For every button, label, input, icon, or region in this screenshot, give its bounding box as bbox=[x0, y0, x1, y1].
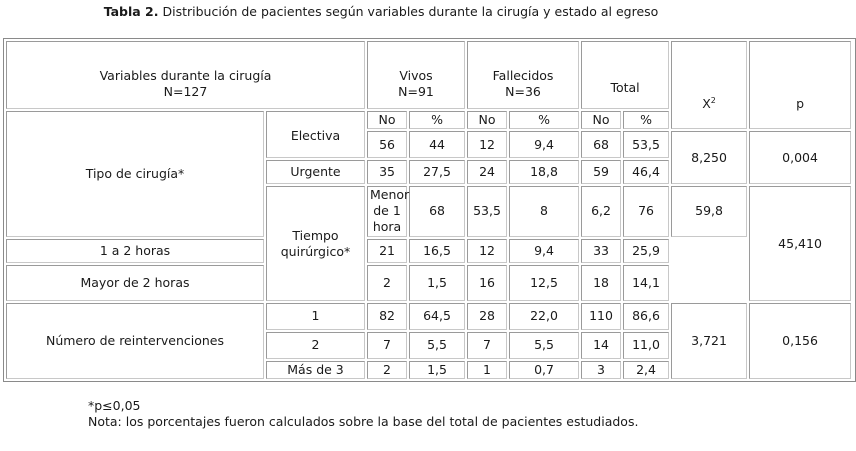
cell-fall-pct: 0,7 bbox=[509, 361, 579, 379]
cell-tot-no: 14 bbox=[581, 332, 621, 359]
row-label: Urgente bbox=[266, 160, 365, 184]
cell-chi2: 8,250 bbox=[671, 131, 747, 184]
row-label: Mayor de 2 horas bbox=[6, 265, 264, 301]
cell-vivos-no: 2 bbox=[367, 265, 407, 301]
cell-fall-pct: 6,2 bbox=[581, 186, 621, 236]
cell-vivos-pct: 44 bbox=[409, 131, 465, 158]
cell-vivos-pct: 64,5 bbox=[409, 303, 465, 330]
cell-vivos-no: 2 bbox=[367, 361, 407, 379]
cell-tot-no: 3 bbox=[581, 361, 621, 379]
header-vivos-label: Vivos bbox=[399, 68, 433, 84]
row-label: 2 bbox=[266, 332, 365, 359]
header-fallecidos-label: Fallecidos bbox=[492, 68, 554, 84]
header-variables-label: Variables durante la cirugía bbox=[99, 68, 272, 84]
header-chi2-sup: 2 bbox=[710, 95, 716, 105]
cell-tot-no: 18 bbox=[581, 265, 621, 301]
cell-chi2: 45,410 bbox=[749, 186, 851, 300]
subheader-tot-no: No bbox=[581, 111, 621, 129]
cell-tot-no: 33 bbox=[581, 239, 621, 263]
header-vivos bbox=[367, 41, 465, 109]
row-label: 1 a 2 horas bbox=[6, 239, 264, 263]
header-chi2-base: X bbox=[702, 96, 711, 112]
subheader-tot-pct: % bbox=[623, 111, 669, 129]
cell-fall-pct: 22,0 bbox=[509, 303, 579, 330]
significance-note: *p≤0,05 bbox=[88, 398, 141, 413]
subheader-fall-no: No bbox=[467, 111, 507, 129]
table-row bbox=[6, 303, 853, 330]
cell-tot-pct: 2,4 bbox=[623, 361, 669, 379]
table-row bbox=[6, 239, 853, 263]
subheader-vivos-no: No bbox=[367, 111, 407, 129]
cell-tot-no: 59 bbox=[581, 160, 621, 184]
header-row bbox=[6, 41, 853, 109]
cell-vivos-pct: 16,5 bbox=[409, 239, 465, 263]
percentage-note: Nota: los porcentajes fueron calculados sobre la base del total de pacientes estudiados. bbox=[88, 414, 639, 429]
header-fallecidos bbox=[467, 41, 579, 109]
header-variables-n: N=127 bbox=[163, 84, 208, 100]
header-vivos-n: N=91 bbox=[398, 84, 434, 100]
cell-fall-no: 16 bbox=[467, 265, 507, 301]
cell-vivos-no: 68 bbox=[409, 186, 465, 236]
cell-fall-pct: 9,4 bbox=[509, 131, 579, 158]
cell-tot-pct: 53,5 bbox=[623, 131, 669, 158]
cell-p: 0,156 bbox=[749, 303, 851, 379]
group-name-2: Tiempo quirúrgico* bbox=[266, 186, 365, 300]
row-label: Electiva bbox=[266, 111, 365, 158]
cell-fall-no: 1 bbox=[467, 361, 507, 379]
cell-tot-no: 76 bbox=[623, 186, 669, 236]
cell-tot-pct: 86,6 bbox=[623, 303, 669, 330]
row-label: Más de 3 bbox=[266, 361, 365, 379]
cell-fall-pct: 5,5 bbox=[509, 332, 579, 359]
cell-vivos-pct: 53,5 bbox=[467, 186, 507, 236]
header-total-label: Total bbox=[610, 80, 640, 96]
cell-fall-pct: 12,5 bbox=[509, 265, 579, 301]
header-total bbox=[581, 41, 669, 109]
header-fallecidos-n: N=36 bbox=[505, 84, 541, 100]
cell-tot-pct: 25,9 bbox=[623, 239, 669, 263]
cell-vivos-pct: 1,5 bbox=[409, 265, 465, 301]
cell-vivos-pct: 5,5 bbox=[409, 332, 465, 359]
cell-tot-pct: 59,8 bbox=[671, 186, 747, 236]
cell-vivos-no: 82 bbox=[367, 303, 407, 330]
table-caption bbox=[86, 4, 676, 20]
cell-fall-no: 12 bbox=[467, 239, 507, 263]
cell-tot-pct: 11,0 bbox=[623, 332, 669, 359]
cell-tot-pct: 14,1 bbox=[623, 265, 669, 301]
caption-label: Tabla 2. bbox=[103, 4, 159, 19]
cell-p: 0,004 bbox=[749, 131, 851, 184]
table-row bbox=[6, 265, 853, 301]
header-p-label: p bbox=[796, 96, 805, 112]
header-p bbox=[749, 41, 851, 129]
cell-tot-pct: 46,4 bbox=[623, 160, 669, 184]
subheader-vivos-pct: % bbox=[409, 111, 465, 129]
row-label: 1 bbox=[266, 303, 365, 330]
caption-text: Distribución de pacientes según variables durante la cirugía y estado al egreso bbox=[162, 4, 659, 19]
cell-fall-no: 8 bbox=[509, 186, 579, 236]
cell-tot-no: 68 bbox=[581, 131, 621, 158]
cell-vivos-no: 56 bbox=[367, 131, 407, 158]
cell-fall-no: 12 bbox=[467, 131, 507, 158]
table-notes bbox=[88, 398, 648, 430]
header-variables bbox=[6, 41, 365, 109]
cell-vivos-no: 21 bbox=[367, 239, 407, 263]
cell-vivos-no: 35 bbox=[367, 160, 407, 184]
row-label: Menor de 1 hora bbox=[367, 186, 407, 236]
cell-fall-no: 24 bbox=[467, 160, 507, 184]
subheader-fall-pct: % bbox=[509, 111, 579, 129]
cell-tot-no: 110 bbox=[581, 303, 621, 330]
group-name-3: Número de reintervenciones bbox=[6, 303, 264, 379]
cell-vivos-no: 7 bbox=[367, 332, 407, 359]
cell-fall-pct: 9,4 bbox=[509, 239, 579, 263]
cell-fall-pct: 18,8 bbox=[509, 160, 579, 184]
cell-fall-no: 7 bbox=[467, 332, 507, 359]
cell-fall-no: 28 bbox=[467, 303, 507, 330]
group-name-1: Tipo de cirugía* bbox=[6, 111, 264, 236]
cell-chi2: 3,721 bbox=[671, 303, 747, 379]
cell-vivos-pct: 27,5 bbox=[409, 160, 465, 184]
header-chi2 bbox=[671, 41, 747, 129]
data-table bbox=[3, 38, 856, 382]
cell-vivos-pct: 1,5 bbox=[409, 361, 465, 379]
